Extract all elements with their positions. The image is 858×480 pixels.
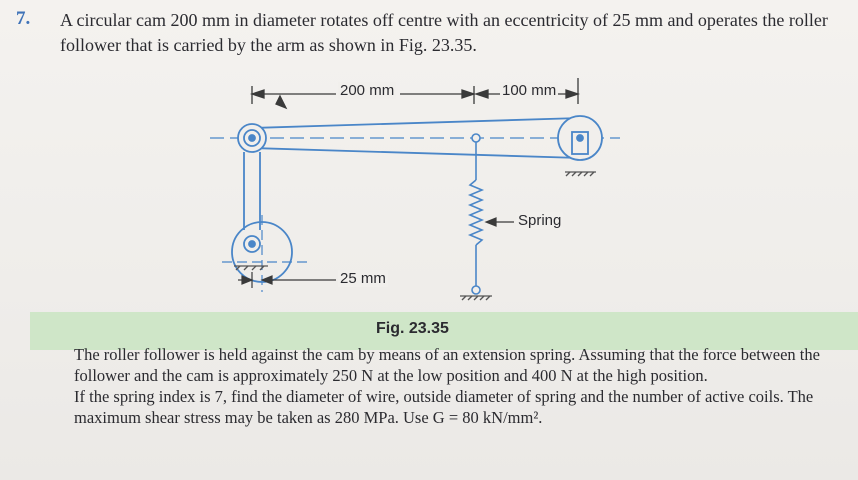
problem-body <box>74 344 844 428</box>
body-paragraph-1: The roller follower is held against the cam by means of an extension spring. Assuming that the force between the follower and the cam is approximately 250 N at the low position and 400 N at the high position. <box>74 345 820 385</box>
body-paragraph-2: If the spring index is 7, find the diameter of wire, outside diameter of spring and the number of active coils. The maximum shear stress may be taken as 280 MPa. Use G = 80 kN/mm². <box>74 387 814 427</box>
dimension-25mm: 25 mm <box>340 270 386 287</box>
cam-support <box>234 266 268 270</box>
question-text: A circular cam 200 mm in diameter rotates off centre with an eccentricity of 25 mm and operates the roller follower that is carried by the arm as shown in Fig. 23.35. <box>60 10 828 55</box>
spring-label: Spring <box>518 212 562 229</box>
dimension-100mm: 100 mm <box>502 82 557 99</box>
figure-caption: Fig. 23.35 <box>376 320 449 337</box>
vertical-link <box>244 152 260 230</box>
eccentricity-dimension <box>238 272 336 288</box>
figure-23-35 <box>0 70 858 320</box>
spring-leader <box>486 218 514 226</box>
spring-anchor <box>460 296 492 300</box>
question-number: 7. <box>16 8 31 29</box>
dimension-200mm: 200 mm <box>340 82 395 99</box>
arm-pivot <box>238 124 266 152</box>
roller-support <box>565 172 596 176</box>
extension-spring <box>470 134 482 294</box>
roller-follower <box>558 116 602 160</box>
